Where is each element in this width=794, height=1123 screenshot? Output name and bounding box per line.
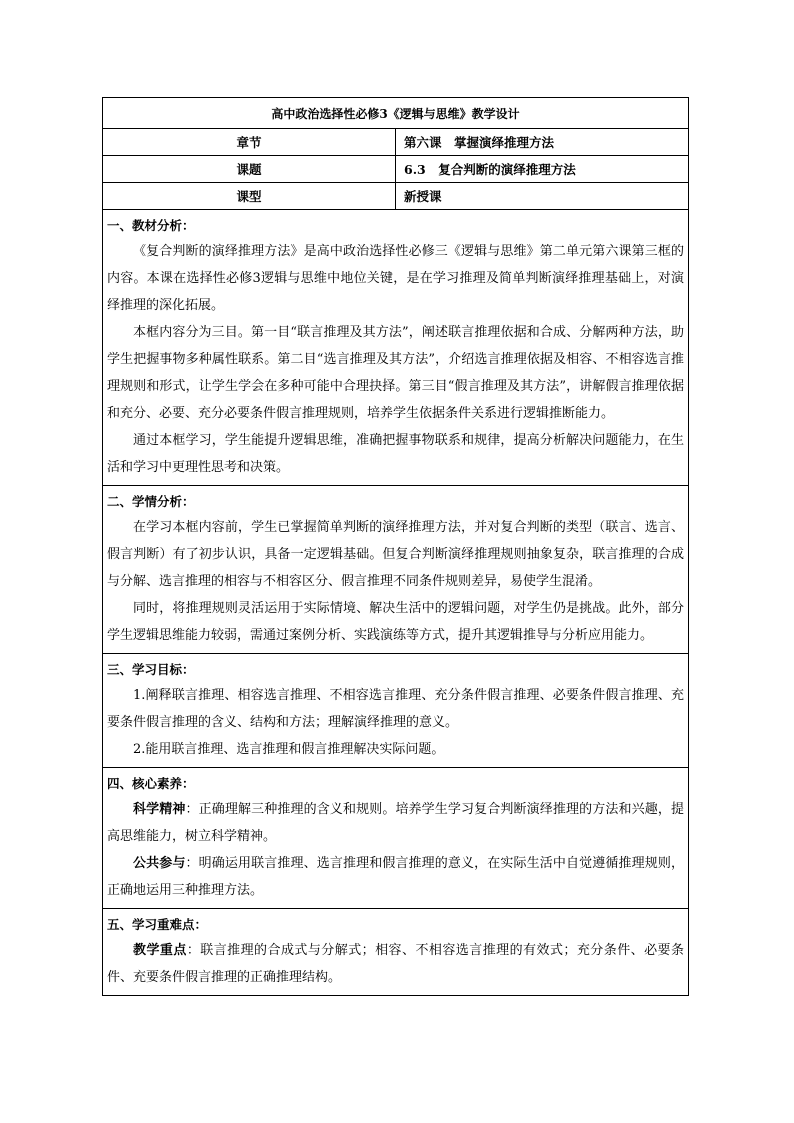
section-heading: 三、学习目标： [107,662,195,677]
document-title: 高中政治选择性必修3《逻辑与思维》教学设计 [103,98,689,129]
paragraph: 在学习本框内容前，学生已掌握简单判断的演绎推理方法，并对复合判断的类型（联言、选言、假言判断）有了初步认识，具备一定逻辑基础。但复合判断演绎推理规则抽象复杂，联言推理的合成与分解、选言推理的相容与不相容区分、假言推理不同条件规则差异，易使学生混淆。 [107,520,684,589]
chapter-value: 第六课 掌握演绎推理方法 [396,129,689,156]
topic-value: 6.3 复合判断的演绎推理方法 [396,156,689,183]
paragraph: 通过本框学习，学生能提升逻辑思维，准确把握事物联系和规律，提高分析解决问题能力，在生活和学习中更理性思考和决策。 [107,433,684,475]
paragraph [107,937,684,991]
section-heading: 四、核心素养： [107,776,195,791]
section-key-difficulties [103,909,689,996]
paragraph-body: ：明确运用联言推理、选言推理和假言推理的意义，在实际生活中自觉遵循推理规则，正确地运用三种推理方法。 [107,856,684,898]
chapter-label: 章节 [103,129,396,156]
section-learning-objectives [103,654,689,768]
section-heading: 二、学情分析： [107,494,195,509]
paragraph-body: ：正确理解三种推理的含义和规则。培养学生学习复合判断演绎推理的方法和兴趣，提高思维能力，树立科学精神。 [107,802,684,844]
meta-row-chapter [103,129,689,156]
section-textbook-analysis [103,210,689,486]
paragraph [107,850,684,904]
section-student-analysis [103,486,689,654]
paragraph-lead: 公共参与 [133,856,186,871]
meta-row-lesson-type [103,183,689,210]
paragraph-lead: 教学重点 [133,943,187,958]
paragraph-body: ：联言推理的合成式与分解式；相容、不相容选言推理的有效式；充分条件、必要条件、充要条件假言推理的正确推理结构。 [107,943,684,985]
lesson-plan-table [102,97,689,996]
lesson-type-label: 课型 [103,183,396,210]
paragraph [107,796,684,850]
lesson-type-value: 新授课 [396,183,689,210]
paragraph: 1.阐释联言推理、相容选言推理、不相容选言推理、充分条件假言推理、必要条件假言推理、充要条件假言推理的含义、结构和方法；理解演绎推理的意义。 [107,688,684,730]
section-heading: 一、教材分析： [107,218,195,233]
paragraph: 《复合判断的演绎推理方法》是高中政治选择性必修三《逻辑与思维》第二单元第六课第三框的内容。本课在选择性必修3逻辑与思维中地位关键，是在学习推理及简单判断演绎推理基础上，对演绎推理的深化拓展。 [107,244,684,313]
topic-label: 课题 [103,156,396,183]
paragraph-lead: 科学精神 [133,802,186,817]
paragraph: 同时，将推理规则灵活运用于实际情境、解决生活中的逻辑问题，对学生仍是挑战。此外，部分学生逻辑思维能力较弱，需通过案例分析、实践演练等方式，提升其逻辑推导与分析应用能力。 [107,601,684,643]
section-heading: 五、学习重难点： [107,917,208,932]
paragraph: 2.能用联言推理、选言推理和假言推理解决实际问题。 [133,742,445,757]
section-core-literacy [103,768,689,909]
paragraph: 本框内容分为三目。第一目“联言推理及其方法”，阐述联言推理依据和合成、分解两种方法，助学生把握事物多种属性联系。第二目“选言推理及其方法”，介绍选言推理依据及相容、不相容选言推理规则和形式，让学生学会在多种可能中合理抉择。第三目“假言推理及其方法”，讲解假言推理依据和充分、必要、充分必要条件假言推理规则，培养学生依据条件关系进行逻辑推断能力。 [107,325,684,421]
meta-row-topic [103,156,689,183]
